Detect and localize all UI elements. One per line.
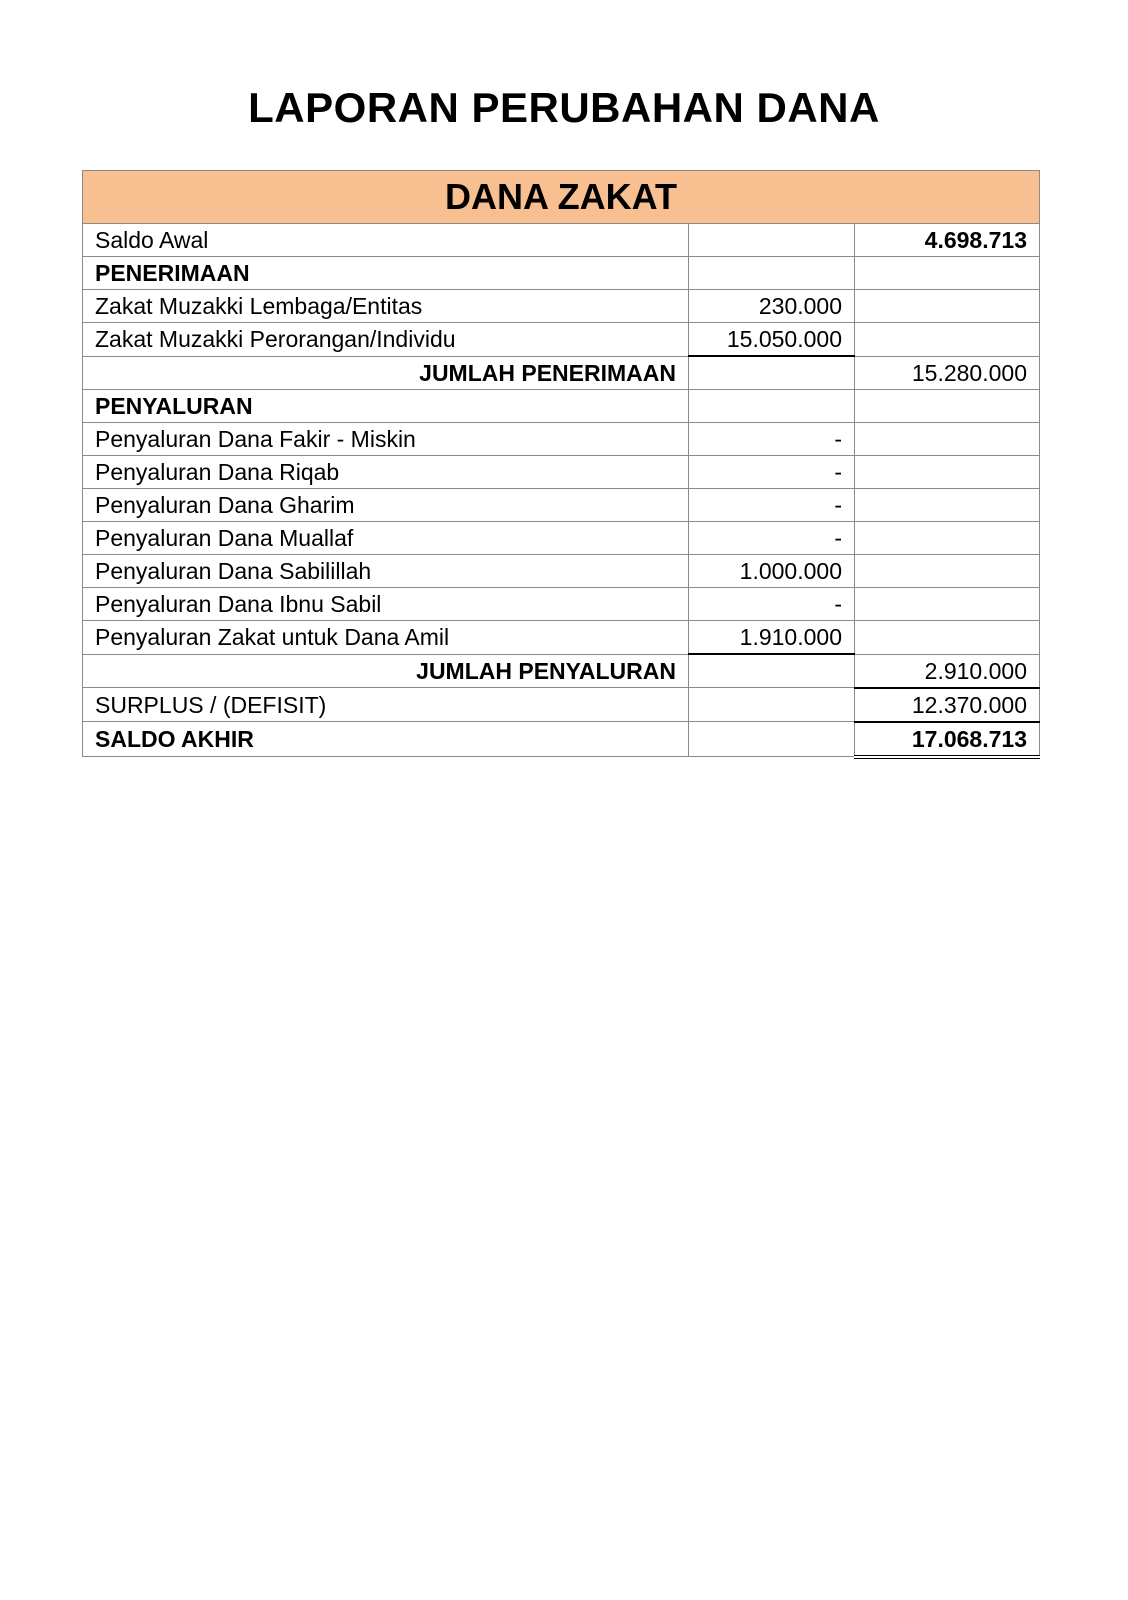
row-total-value: 17.068.713 [855, 722, 1040, 757]
row-label: Zakat Muzakki Perorangan/Individu [83, 323, 689, 357]
section-header-row [83, 171, 1040, 224]
table-row-jumlah-penyaluran [83, 654, 1040, 688]
row-total-value [855, 323, 1040, 357]
row-mid-value [689, 257, 855, 290]
row-label: Penyaluran Dana Riqab [83, 456, 689, 489]
table-row-penerimaan-header [83, 257, 1040, 290]
row-mid-value: 15.050.000 [689, 323, 855, 357]
table-row-fakir-miskin [83, 423, 1040, 456]
row-total-value [855, 423, 1040, 456]
table-row-saldo-awal [83, 224, 1040, 257]
row-label: Penyaluran Dana Sabilillah [83, 555, 689, 588]
row-total-value [855, 257, 1040, 290]
row-mid-value: 1.000.000 [689, 555, 855, 588]
table-row-zakat-lembaga [83, 290, 1040, 323]
row-label: JUMLAH PENYALURAN [83, 654, 689, 688]
row-total-value [855, 489, 1040, 522]
row-mid-value: - [689, 489, 855, 522]
table-row-saldo-akhir [83, 722, 1040, 757]
row-total-value: 4.698.713 [855, 224, 1040, 257]
table-row-ibnu-sabil [83, 588, 1040, 621]
table-row-muallaf [83, 522, 1040, 555]
row-mid-value: - [689, 522, 855, 555]
table-row-dana-amil [83, 621, 1040, 655]
table-row-surplus [83, 688, 1040, 722]
row-label: Penyaluran Dana Fakir - Miskin [83, 423, 689, 456]
row-total-value [855, 522, 1040, 555]
table-row-jumlah-penerimaan [83, 356, 1040, 390]
table-row-penyaluran-header [83, 390, 1040, 423]
row-mid-value: - [689, 588, 855, 621]
row-mid-value [689, 224, 855, 257]
row-label: PENERIMAAN [83, 257, 689, 290]
table-row-zakat-individu [83, 323, 1040, 357]
row-label: Penyaluran Dana Muallaf [83, 522, 689, 555]
row-mid-value: 230.000 [689, 290, 855, 323]
row-total-value [855, 621, 1040, 655]
row-label: Penyaluran Dana Gharim [83, 489, 689, 522]
row-label: PENYALURAN [83, 390, 689, 423]
row-total-value: 15.280.000 [855, 356, 1040, 390]
fund-change-table [82, 170, 1040, 759]
row-mid-value [689, 722, 855, 757]
row-total-value: 12.370.000 [855, 688, 1040, 722]
row-total-value [855, 390, 1040, 423]
row-label: JUMLAH PENERIMAAN [83, 356, 689, 390]
row-mid-value: 1.910.000 [689, 621, 855, 655]
section-title: DANA ZAKAT [83, 171, 1040, 224]
row-label: Saldo Awal [83, 224, 689, 257]
row-total-value [855, 456, 1040, 489]
row-label: Penyaluran Zakat untuk Dana Amil [83, 621, 689, 655]
row-mid-value [689, 390, 855, 423]
row-mid-value: - [689, 456, 855, 489]
row-total-value [855, 290, 1040, 323]
row-mid-value [689, 688, 855, 722]
row-mid-value: - [689, 423, 855, 456]
row-label: SALDO AKHIR [83, 722, 689, 757]
table-row-sabilillah [83, 555, 1040, 588]
table-row-riqab [83, 456, 1040, 489]
row-label: SURPLUS / (DEFISIT) [83, 688, 689, 722]
row-mid-value [689, 356, 855, 390]
table-row-gharim [83, 489, 1040, 522]
row-label: Penyaluran Dana Ibnu Sabil [83, 588, 689, 621]
page-title: LAPORAN PERUBAHAN DANA [248, 84, 880, 131]
row-total-value: 2.910.000 [855, 654, 1040, 688]
row-label: Zakat Muzakki Lembaga/Entitas [83, 290, 689, 323]
row-total-value [855, 588, 1040, 621]
row-total-value [855, 555, 1040, 588]
row-mid-value [689, 654, 855, 688]
